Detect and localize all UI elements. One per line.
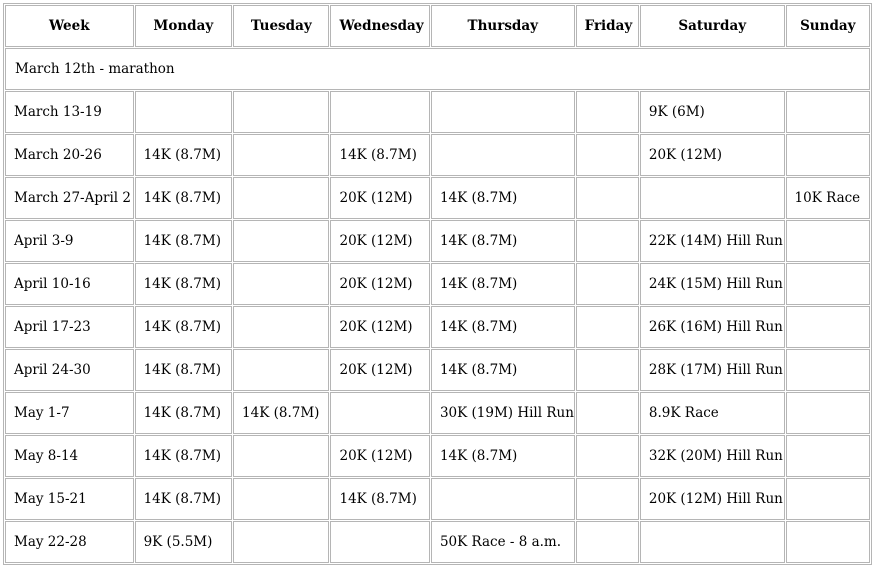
cell-saturday: 8.9K Race: [640, 392, 785, 434]
cell-friday: [576, 478, 639, 520]
table-row: [5, 392, 870, 434]
cell-thursday: 14K (8.7M): [431, 349, 575, 391]
cell-thursday: 14K (8.7M): [431, 435, 575, 477]
cell-week: March 27-April 2: [5, 177, 134, 219]
cell-week: May 8-14: [5, 435, 134, 477]
cell-friday: [576, 134, 639, 176]
cell-thursday: [431, 91, 575, 133]
cell-friday: [576, 220, 639, 262]
cell-friday: [576, 349, 639, 391]
cell-week: April 17-23: [5, 306, 134, 348]
cell-wednesday: [330, 91, 429, 133]
cell-wednesday: 20K (12M): [330, 349, 429, 391]
cell-monday: 9K (5.5M): [135, 521, 232, 563]
header-week: Week: [5, 5, 134, 47]
cell-thursday: [431, 478, 575, 520]
cell-sunday: [786, 392, 870, 434]
cell-tuesday: [233, 177, 329, 219]
cell-wednesday: 14K (8.7M): [330, 478, 429, 520]
header-thursday: Thursday: [431, 5, 575, 47]
cell-friday: [576, 435, 639, 477]
cell-saturday: 24K (15M) Hill Run: [640, 263, 785, 305]
table-row: [5, 177, 870, 219]
header-sunday: Sunday: [786, 5, 870, 47]
cell-wednesday: 20K (12M): [330, 435, 429, 477]
cell-sunday: [786, 478, 870, 520]
cell-thursday: 50K Race - 8 a.m.: [431, 521, 575, 563]
cell-wednesday: [330, 392, 429, 434]
cell-tuesday: [233, 478, 329, 520]
cell-week: April 10-16: [5, 263, 134, 305]
cell-monday: 14K (8.7M): [135, 134, 232, 176]
cell-monday: 14K (8.7M): [135, 435, 232, 477]
cell-monday: 14K (8.7M): [135, 263, 232, 305]
cell-tuesday: [233, 306, 329, 348]
cell-thursday: 14K (8.7M): [431, 220, 575, 262]
table-row: [5, 220, 870, 262]
header-wednesday: Wednesday: [330, 5, 429, 47]
header-saturday: Saturday: [640, 5, 785, 47]
cell-sunday: [786, 220, 870, 262]
note-row: [5, 48, 870, 90]
cell-wednesday: 20K (12M): [330, 220, 429, 262]
cell-monday: 14K (8.7M): [135, 306, 232, 348]
cell-sunday: 10K Race: [786, 177, 870, 219]
cell-wednesday: 14K (8.7M): [330, 134, 429, 176]
cell-saturday: 22K (14M) Hill Run: [640, 220, 785, 262]
table-row: [5, 91, 870, 133]
cell-monday: [135, 91, 232, 133]
cell-wednesday: 20K (12M): [330, 263, 429, 305]
table-row: [5, 435, 870, 477]
cell-week: April 24-30: [5, 349, 134, 391]
cell-friday: [576, 91, 639, 133]
cell-monday: 14K (8.7M): [135, 177, 232, 219]
table-row: [5, 134, 870, 176]
cell-monday: 14K (8.7M): [135, 349, 232, 391]
training-schedule-table: [3, 3, 872, 565]
cell-sunday: [786, 134, 870, 176]
cell-sunday: [786, 349, 870, 391]
header-tuesday: Tuesday: [233, 5, 329, 47]
cell-sunday: [786, 91, 870, 133]
cell-sunday: [786, 263, 870, 305]
cell-sunday: [786, 435, 870, 477]
cell-week: March 13-19: [5, 91, 134, 133]
cell-week: May 22-28: [5, 521, 134, 563]
table-row: [5, 306, 870, 348]
cell-thursday: [431, 134, 575, 176]
cell-tuesday: [233, 263, 329, 305]
cell-wednesday: 20K (12M): [330, 177, 429, 219]
cell-sunday: [786, 306, 870, 348]
cell-tuesday: 14K (8.7M): [233, 392, 329, 434]
table-row: [5, 478, 870, 520]
cell-monday: 14K (8.7M): [135, 392, 232, 434]
cell-friday: [576, 306, 639, 348]
cell-monday: 14K (8.7M): [135, 478, 232, 520]
table-row: [5, 263, 870, 305]
cell-saturday: [640, 177, 785, 219]
cell-saturday: 9K (6M): [640, 91, 785, 133]
cell-tuesday: [233, 220, 329, 262]
cell-friday: [576, 392, 639, 434]
cell-friday: [576, 263, 639, 305]
cell-saturday: 32K (20M) Hill Run: [640, 435, 785, 477]
cell-tuesday: [233, 435, 329, 477]
cell-thursday: 14K (8.7M): [431, 263, 575, 305]
header-row: [5, 5, 870, 47]
cell-week: May 15-21: [5, 478, 134, 520]
cell-saturday: 26K (16M) Hill Run: [640, 306, 785, 348]
cell-thursday: 14K (8.7M): [431, 177, 575, 219]
cell-tuesday: [233, 349, 329, 391]
cell-thursday: 30K (19M) Hill Run: [431, 392, 575, 434]
cell-saturday: 20K (12M) Hill Run: [640, 478, 785, 520]
cell-thursday: 14K (8.7M): [431, 306, 575, 348]
cell-week: March 20-26: [5, 134, 134, 176]
table-row: [5, 349, 870, 391]
cell-saturday: 20K (12M): [640, 134, 785, 176]
cell-wednesday: 20K (12M): [330, 306, 429, 348]
cell-friday: [576, 177, 639, 219]
header-friday: Friday: [576, 5, 639, 47]
marathon-note: March 12th - marathon: [5, 48, 870, 90]
header-monday: Monday: [135, 5, 232, 47]
cell-tuesday: [233, 134, 329, 176]
cell-tuesday: [233, 91, 329, 133]
cell-week: April 3-9: [5, 220, 134, 262]
cell-week: May 1-7: [5, 392, 134, 434]
cell-monday: 14K (8.7M): [135, 220, 232, 262]
cell-saturday: 28K (17M) Hill Run: [640, 349, 785, 391]
